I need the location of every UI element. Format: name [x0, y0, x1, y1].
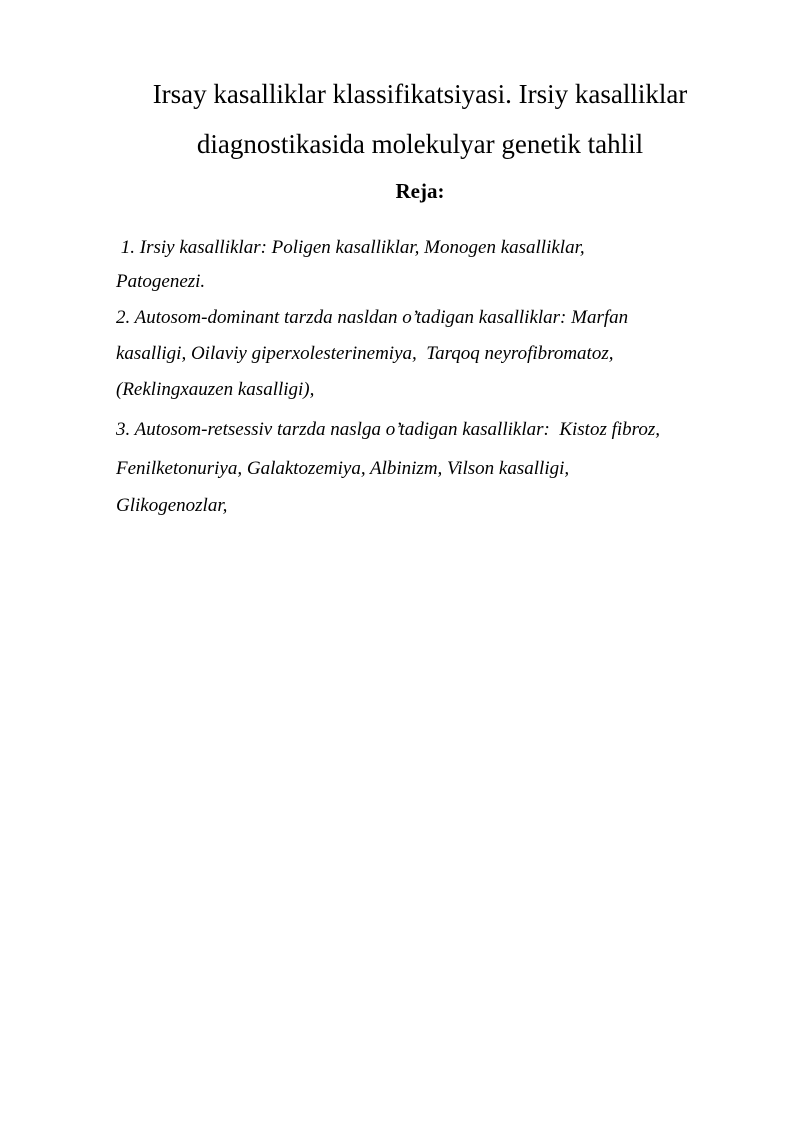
- plan-line-1: 1. Irsiy kasalliklar: Poligen kasalliklar, Monogen kasalliklar,: [116, 237, 585, 258]
- plan-line-3: 2. Autosom-dominant tarzda nasldan o’tadigan kasalliklar: Marfan: [116, 307, 629, 328]
- plan-line-8: Glikogenozlar,: [116, 495, 228, 516]
- plan-line-4: kasalligi, Oilaviy giperxolesterinemiya, Tarqoq neyrofibromatoz,: [116, 343, 614, 364]
- plan-line-5: (Reklingxauzen kasalligi),: [116, 379, 315, 400]
- plan-line-7: Fenilketonuriya, Galaktozemiya, Albinizm, Vilson kasalligi,: [116, 458, 570, 479]
- plan-line-2: Patogenezi.: [116, 271, 206, 292]
- plan-line-6: 3. Autosom-retsessiv tarzda naslga o’tadigan kasalliklar: Kistoz fibroz,: [116, 419, 660, 440]
- document-title-line-1: Irsay kasalliklar klassifikatsiyasi. Irsiy kasalliklar: [152, 79, 688, 109]
- plan-heading: Reja:: [395, 179, 445, 203]
- document-title-line-2: diagnostikasida molekulyar genetik tahlil: [196, 129, 644, 159]
